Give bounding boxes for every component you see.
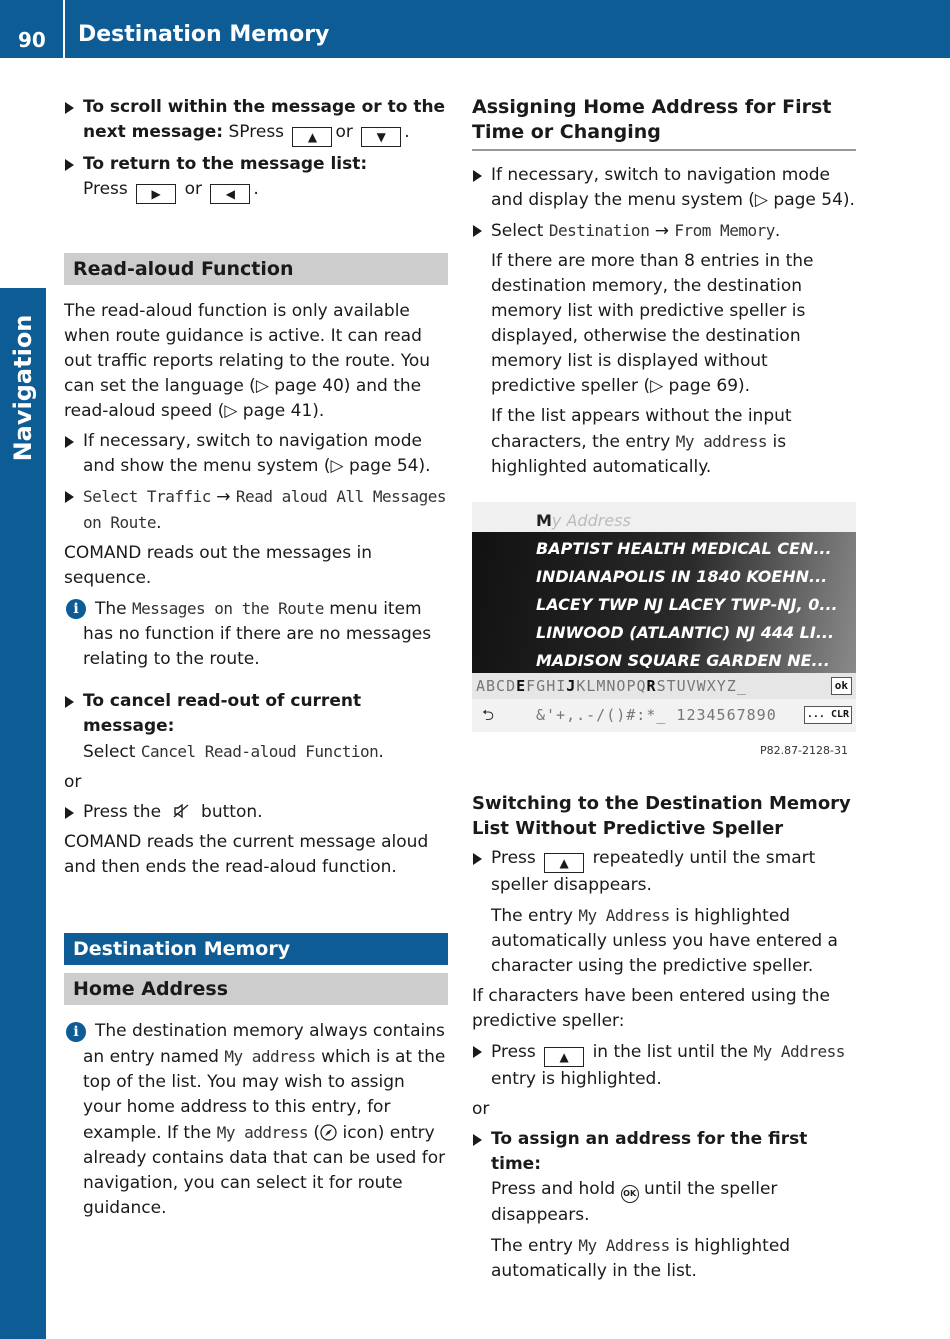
up-key-icon: ▲ [544, 1047, 584, 1067]
alpha-chars: ABCD [476, 677, 517, 695]
readaloud-heading: Read-aloud Function [64, 253, 448, 285]
info1-mono: Messages on the Route [132, 599, 324, 618]
comand-reads: COMAND reads out the messages in sequence. [64, 543, 373, 588]
home-address-heading: Home Address [64, 973, 448, 1005]
or-separator-1: or [64, 772, 82, 792]
period: . [774, 221, 781, 241]
cancel-step [64, 689, 448, 765]
period: . [404, 122, 410, 142]
step-nav-mode: If necessary, switch to navigation mode and show the menu system (▷ page 54). [64, 429, 448, 479]
period: . [378, 742, 384, 762]
speller-ok-button: ok [831, 677, 852, 695]
press-list-pre: Press [491, 1042, 536, 1062]
cancel-step-mono: Cancel Read-aloud Function [140, 742, 379, 761]
entry-highlighted [472, 903, 856, 979]
up-key-icon: ▲ [544, 853, 584, 873]
alpha-chars: STUVWXYZ [656, 677, 737, 695]
list-item: LACEY TWP NJ LACEY TWP-NJ, 0... [536, 595, 838, 614]
info1-post: menu item has no function if there are no messages relating to the route. [83, 599, 432, 669]
cancel-step-bold: To cancel read-out of current message: [83, 691, 362, 736]
or-separator-2: or [472, 1099, 490, 1119]
info-note-1 [64, 596, 448, 672]
ellipsis-label: ... [806, 709, 825, 720]
scroll-step-bold: To scroll within the message or to the next message: [83, 97, 446, 142]
info1-pre: The [95, 599, 127, 619]
page-title: Destination Memory [78, 22, 330, 47]
menu-path-destination: Destination [548, 221, 650, 240]
return-step-bold: To return to the message list: [83, 154, 368, 174]
press-list-post: entry is highlighted. [491, 1069, 662, 1089]
entry-mono: My Address [578, 906, 670, 925]
info2-mono1: My address [224, 1047, 316, 1066]
return-step-text: Press [83, 179, 128, 199]
press-list-mid: in the list until the [592, 1042, 749, 1062]
press-mute-step [64, 800, 448, 825]
entry-highlighted-2 [472, 1233, 856, 1284]
press-mute-post: button. [201, 802, 263, 822]
info2-paren: ( [313, 1123, 321, 1143]
alpha-selected: R [646, 677, 657, 695]
back-arrow-icon: ⮌ [482, 706, 496, 724]
assign-heading: Assigning Home Address for First Time or Changing [472, 95, 856, 151]
press-list-step [472, 1039, 856, 1092]
side-tab-label-box [0, 288, 46, 488]
period: . [156, 513, 162, 533]
alpha-chars: _ [736, 677, 747, 695]
step-select-destination [472, 218, 856, 244]
figure-code: P82.87-2128-31 [759, 744, 848, 757]
list-detail [472, 404, 856, 480]
screen-destination-list [472, 532, 856, 673]
info2-icon-text: icon) entry already contains data that can be used for navigation, you can select it for route guidance. [83, 1123, 446, 1218]
list-item: BAPTIST HEALTH MEDICAL CEN... [536, 539, 832, 558]
info-note-2 [64, 1019, 448, 1221]
screen-input-bar [472, 502, 856, 532]
select-detail: If there are more than 8 entries in the destination memory, the destination memory list with predictive speller is displayed, otherwise the destination memory list is displayed without predictive speller (▷ page 69). [491, 251, 814, 396]
assign-first-post: until the speller disappears. [491, 1179, 778, 1225]
right-key-icon: ▶ [136, 184, 176, 204]
press-list-mono: My Address [753, 1042, 845, 1061]
press-repeat-step [472, 846, 856, 898]
list-detail-mono: My address [675, 432, 768, 451]
menu-path-read-aloud: Read aloud All Messages on Route [83, 487, 446, 532]
return-step [64, 152, 448, 204]
press-repeat-post: repeatedly until the smart speller disappears. [491, 848, 816, 895]
assign-first-pre: Press and hold [491, 1179, 616, 1199]
page-number: 90 [18, 28, 46, 52]
comand-screen-figure [472, 502, 856, 732]
list-detail-post: is highlighted automatically. [491, 432, 787, 477]
list-item: MADISON SQUARE GARDEN NE... [536, 651, 830, 670]
down-key-icon: ▼ [361, 127, 401, 147]
clr-label: CLR [830, 709, 849, 720]
step-select-traffic [64, 484, 448, 536]
scroll-step-text: SPress [228, 122, 285, 142]
entry2-pre: The entry [491, 1236, 573, 1256]
symbol-chars: &'+,.-/()#:*_ 1234567890 [536, 706, 777, 724]
scroll-step [64, 95, 448, 147]
menu-path-from-memory: From Memory [674, 221, 775, 240]
side-tab-label: Navigation [9, 314, 37, 462]
select-pre: Select [491, 221, 544, 241]
header-divider [63, 0, 65, 58]
or-text: or [335, 122, 353, 142]
info-icon: i [66, 599, 86, 619]
comand-reads-2: COMAND reads the current message aloud and then ends the read-aloud function. [64, 832, 429, 877]
right-column [472, 95, 856, 1289]
mute-icon [173, 803, 189, 819]
entry-pre: The entry [491, 906, 573, 926]
step-nav-mode-right: If necessary, switch to navigation mode and display the menu system (▷ page 54). [472, 163, 856, 213]
left-column [64, 95, 448, 1226]
alpha-selected: J [566, 677, 577, 695]
page-header [0, 0, 950, 58]
screen-input-text [536, 508, 631, 533]
if-chars: If characters have been entered using the predictive speller: [472, 986, 830, 1031]
speller-alphabet-row [472, 673, 856, 699]
speller-symbol-row [472, 699, 856, 732]
cancel-step-pre: Select [83, 742, 136, 762]
or-text: or [184, 179, 202, 199]
speller-clr-button [804, 706, 852, 724]
info-icon: i [66, 1022, 86, 1042]
alpha-chars: FGHI [526, 677, 567, 695]
info2-mono2: My address [216, 1123, 309, 1142]
readaloud-intro: The read-aloud function is only available when route guidance is active. It can read out traffic reports relating to the route. You can set the language (▷ page 40) and the read-aloud speed (▷ page 41). [64, 301, 431, 421]
info2-pre: The destination memory always contains an entry named [83, 1021, 445, 1067]
list-item: LINWOOD (ATLANTIC) NJ 444 LI... [536, 623, 835, 642]
input-cursor: M [536, 511, 552, 530]
dest-memory-heading: Destination Memory [64, 933, 448, 965]
alpha-selected: E [516, 677, 527, 695]
up-key-icon: ▲ [292, 127, 332, 147]
alpha-chars: KLMNOPQ [576, 677, 647, 695]
input-rest: y Address [551, 511, 631, 530]
arrow: → [216, 487, 231, 507]
left-key-icon: ◀ [210, 184, 250, 204]
press-mute-pre: Press the [83, 802, 162, 822]
entry2-mono: My Address [578, 1236, 670, 1255]
compass-icon [320, 1124, 337, 1141]
list-detail-pre: If the list appears without the input characters, the entry [491, 406, 792, 452]
assign-first-bold: To assign an address for the first time: [491, 1129, 808, 1174]
info2-mid: which is at the top of the list. You may wish to assign your home address to this entry, for example. If the [83, 1047, 446, 1143]
ok-button-icon: OK [621, 1185, 639, 1203]
list-item: INDIANAPOLIS IN 1840 KOEHN... [536, 567, 828, 586]
press-repeat-pre: Press [491, 848, 536, 868]
assign-first-step [472, 1127, 856, 1228]
entry2-post: is highlighted automatically in the list. [491, 1236, 791, 1281]
menu-path-traffic: Select Traffic [83, 487, 211, 506]
switch-heading: Switching to the Destination Memory List Without Predictive Speller [472, 793, 851, 839]
entry-post: is highlighted automatically unless you have entered a character using the predictive speller. [491, 906, 838, 976]
arrow: → [654, 221, 669, 241]
period: . [253, 179, 259, 199]
